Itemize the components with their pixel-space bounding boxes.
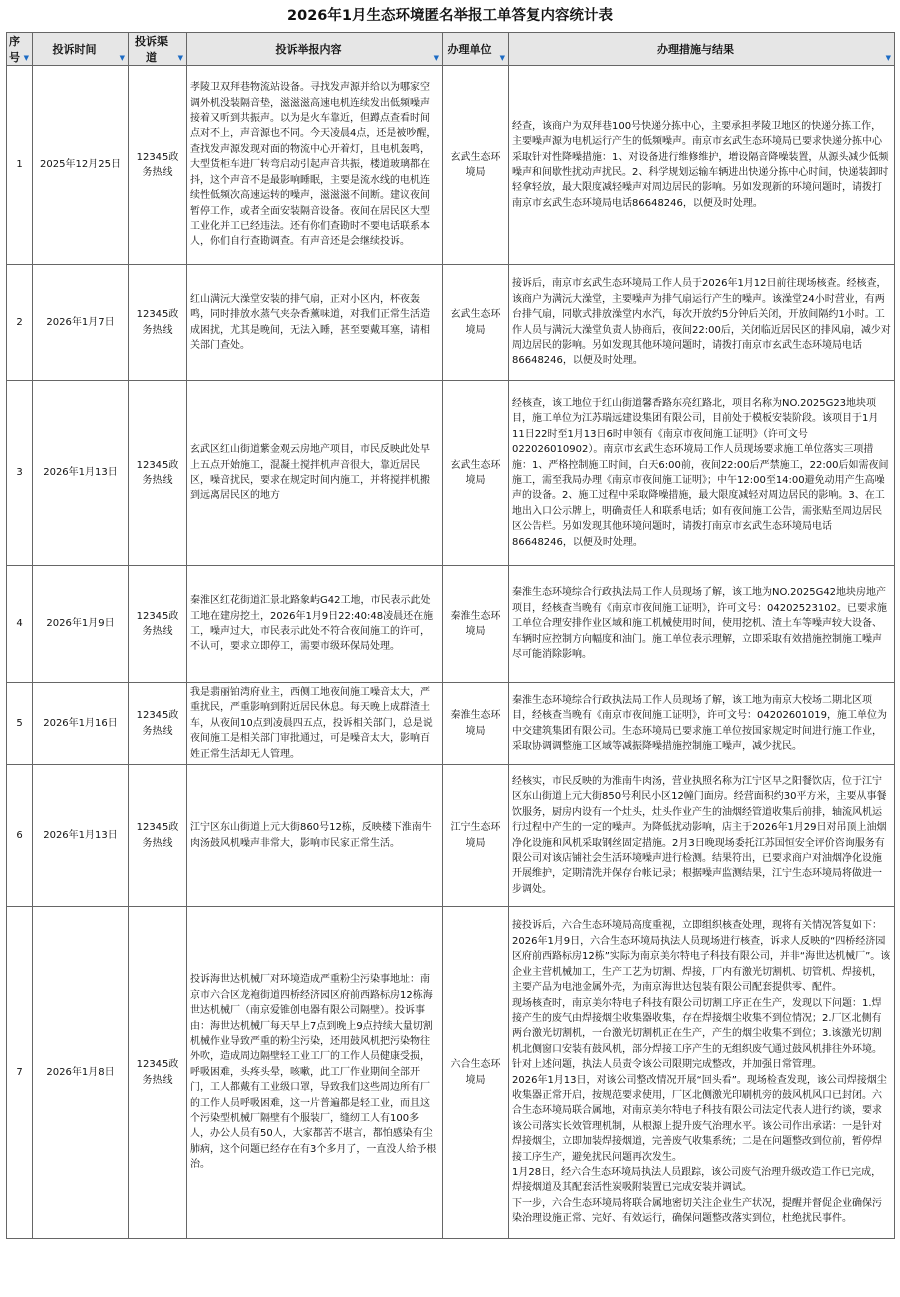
cell-content: 红山满沅大澡堂安装的排气扇，正对小区内，杯夜轰鸣，同时排放水蒸气夹杂香薰味道，对我们正常生活造成困扰，尤其是晚间，无法入睡，甚至要戴耳塞，请相关部门查处。 bbox=[187, 265, 443, 381]
table-row bbox=[7, 765, 895, 907]
table-row bbox=[7, 683, 895, 765]
cell-result: 接诉后，南京市玄武生态环境局工作人员于2026年1月12日前往现场核查。经核查，该商户为满沅大澡堂，主要噪声为排气扇运行产生的噪声。该澡堂24小时营业，有两台排气扇，同歇式排放澡堂内水汽，每次开放约5分钟后关闭，开放间隔约1小时。工作人员与满沅大澡堂负责人协商后，夜间22:00后，关闭临近居民区的排风扇，减少对周边居民的影响。另如发现其他环境问题时，请拨打南京市玄武生态环境局电话86648246，以便及时处理。 bbox=[509, 265, 895, 381]
column-header-label: 投诉时间 bbox=[52, 43, 97, 56]
cell-unit: 秦淮生态环境局 bbox=[443, 566, 509, 683]
column-header-no[interactable] bbox=[7, 33, 33, 66]
cell-channel: 12345政务热线 bbox=[129, 683, 187, 765]
table-row bbox=[7, 265, 895, 381]
cell-content: 孝陵卫双拜巷物流站设备。寻找发声源并给以为哪家空调外机没装隔音垫，滋滋滋高速电机连续发出低频噪声接着又听到共振声。以为是火车靠近，但蹲点查看时间点对不上，声音源也不同。今天凌晨4点，还是被吵醒，查找发声源发现对面的物流中心开着灯，且电机轰鸣，大型货柜车进厂转弯启动引起声音共振，楼道玻璃都在抖，这个声音不是最影响睡眠，主要是流水线的电机连续性低频次高速运转的噪声，滋滋滋不间断。建议夜间暂停工作，或者全面安装隔音设备。夜间在居民区大型工业化并工已经违法。还有你们查勘时不要电话联系本人，你们自行查勘调查。有声音还是会继续投诉。 bbox=[187, 66, 443, 265]
cell-channel: 12345政务热线 bbox=[129, 566, 187, 683]
cell-no: 3 bbox=[7, 381, 33, 566]
cell-time: 2026年1月9日 bbox=[33, 566, 129, 683]
column-header-result[interactable] bbox=[509, 33, 895, 66]
table-row bbox=[7, 66, 895, 265]
cell-time: 2025年12月25日 bbox=[33, 66, 129, 265]
report-table bbox=[6, 32, 895, 1239]
column-header-label: 办理单位 bbox=[447, 43, 492, 56]
cell-result: 秦淮生态环境综合行政执法局工作人员现场了解，该工地为NO.2025G42地块房地产项目，经核查当晚有《南京市夜间施工证明》，许可文号：04202523102。已要求施工单位合理安排作业区域和施工机械使用时间，使用挖机、渣土车等噪声较大设备、车辆时应控制方向幅度和油门。施工单位表示理解，立即采取有效措施控制施工噪声尽可能消除影响。 bbox=[509, 566, 895, 683]
column-header-unit[interactable] bbox=[443, 33, 509, 66]
cell-time: 2026年1月8日 bbox=[33, 907, 129, 1239]
page-title: 2026年1月生态环境匿名举报工单答复内容统计表 bbox=[287, 8, 613, 24]
cell-unit: 玄武生态环境局 bbox=[443, 265, 509, 381]
filter-dropdown-icon[interactable]: ▼ bbox=[885, 54, 891, 62]
cell-channel: 12345政务热线 bbox=[129, 765, 187, 907]
filter-dropdown-icon[interactable]: ▼ bbox=[177, 54, 183, 62]
cell-time: 2026年1月16日 bbox=[33, 683, 129, 765]
cell-result: 秦淮生态环境综合行政执法局工作人员现场了解，该工地为南京大校场二期北区项目，经核查当晚有《南京市夜间施工证明》，许可文号：04202601019，施工单位为中交建筑集团有限公司。生态环境局已要求施工单位按国家规定时间进行施工作业，采取协调调整施工区域等减振降噪措施控制施工噪声，减少扰民。 bbox=[509, 683, 895, 765]
cell-time: 2026年1月13日 bbox=[33, 381, 129, 566]
filter-dropdown-icon[interactable]: ▼ bbox=[499, 54, 505, 62]
cell-no: 5 bbox=[7, 683, 33, 765]
cell-no: 1 bbox=[7, 66, 33, 265]
cell-content: 玄武区红山街道紫金观云房地产项目，市民反映此处早上五点开始施工，混凝土搅拌机声音很大，靠近居民区，噪音扰民，要求在规定时间内施工，并将搅拌机搬到远离居民区的地方 bbox=[187, 381, 443, 566]
cell-unit: 玄武生态环境局 bbox=[443, 66, 509, 265]
cell-result: 经核查，该工地位于红山街道馨香路东亮红路北，项目名称为NO.2025G23地块项目，施工单位为江苏瑞远建设集团有限公司，目前处于模板安装阶段。该项目于1月11日22时至1月13日6时申领有《南京市夜间施工证明》（许可文号022026010902）。南京市玄武生态环境局工作人员现场要求施工单位落实三项措施：1、严格控制施工时间，白天6:00前，夜间22:00后严禁施工，22:00后如需夜间施工，需至我局办理《南京市夜间施工证明》；中午12:00至14:00避免动用产生高噪声的设备。2、施工过程中采取降噪措施，最大限度减轻对周边居民的影响。3、在工地出入口公示牌上，明确责任人和联系电话；如有夜间施工公告，需张贴至周边居民区公告栏。另如发现其他环境问题时，请拨打南京市玄武生态环境局电话86648246，以便及时处理。 bbox=[509, 381, 895, 566]
filter-dropdown-icon[interactable]: ▼ bbox=[23, 54, 29, 62]
table-row bbox=[7, 566, 895, 683]
cell-result: 经核实，市民反映的为淮南牛肉汤，营业执照名称为江宁区早之阳餐饮店，位于江宁区东山街道上元大街850号利民小区12幢门面房。经营面积约30平方米，主要从事餐饮服务，厨房内设有一个灶头，灶头作业产生的油烟经管道收集后前排，轴流风机运行过程中产生的一定的噪声。为降低扰动影响，店主于2026年1月29日对吊顶上油烟净化设施和风机采取钢丝固定措施。2月3日晚现场委托江苏国恒安全评价咨询服务有限公司对该店铺社会生活环境噪声进行检测。结果符出，已要求商户对油烟净化设施开展维护，定期清洗并保存台帐记录；根据噪声监测结果，江宁生态环境局将做进一步调处。 bbox=[509, 765, 895, 907]
table-row bbox=[7, 907, 895, 1239]
cell-time: 2026年1月7日 bbox=[33, 265, 129, 381]
cell-channel: 12345政务热线 bbox=[129, 66, 187, 265]
cell-unit: 玄武生态环境局 bbox=[443, 381, 509, 566]
column-header-label: 办理措施与结果 bbox=[657, 43, 734, 56]
cell-time: 2026年1月13日 bbox=[33, 765, 129, 907]
cell-no: 2 bbox=[7, 265, 33, 381]
column-header-content[interactable] bbox=[187, 33, 443, 66]
filter-dropdown-icon[interactable]: ▼ bbox=[119, 54, 125, 62]
filter-dropdown-icon[interactable]: ▼ bbox=[433, 54, 439, 62]
cell-result: 接投诉后，六合生态环境局高度重视，立即组织核查处理，现将有关情况答复如下： 2026年1月9日，六合生态环境局执法人员现场进行核查，诉求人反映的“四桥经济园区府前西路标房12栋”实际为南京美尔特电子科技有限公司，并非“海世达机械厂”。该企业主营机械加工，生产工艺为切割、焊接，厂内有激光切割机、切管机、焊接机，主要产品为电池金属外壳，为南京海世达包装有限公司配套提供零、配件。 现场核查时，南京美尔特电子科技有限公司切割工序正在生产，发现以下问题：1.焊接产生的废气由焊接烟尘收集器收集，存在焊接烟尘收集不到位情况；2.厂区北侧有两台激光切割机，一台激光切割机正在生产，产生的烟尘收集不到位；3.该激光切割机北侧窗口安装有鼓风机，部分焊接工序产生的无组织废气通过鼓风机排往外环境。针对上述问题，执法人员责令该公司限期完成整改，并加强日常管理。 2026年1月13日，对该公司整改情况开展“回头看”。现场检查发现，该公司焊接烟尘收集器正常开启，按规范要求使用，厂区北侧激光印刷机旁的鼓风机风口已封闭。六合生态环境局联合属地，对南京美尔特电子科技有限公司法定代表人进行约谈，要求该公司落实长效管理机制，从根源上提升废气治理水平。该公司作出承诺：一是针对焊接烟尘，立即加装焊接烟道，完善废气收集系统；二是在问题整改到位前，暂停焊接工序生产，避免扰民问题再次发生。 1月28日，经六合生态环境局执法人员跟踪，该公司废气治理升级改造工作已完成，焊接烟道及其配套活性炭吸附装置已完成安装并调试。 下一步，六合生态环境局将联合属地密切关注企业生产状况，提醒并督促企业确保污染治理设施正常、完好、有效运行，确保问题整改落实到位，杜绝扰民事件。 bbox=[509, 907, 895, 1239]
cell-no: 7 bbox=[7, 907, 33, 1239]
cell-content: 投诉海世达机械厂对环境造成严重粉尘污染事地址：南京市六合区龙袍街道四桥经济园区府前西路标房12栋海世达机械厂（南京爱锥创电器有限公司隔壁）。投诉事由：海世达机械厂每天早上7点到晚上9点持续大量切割机械作业导致严重的粉尘污染，还用鼓风机把污染物往外吹，造成周边隔壁轻工业工厂的工作人员健康受损，呼吸困难，头疼头晕，咳嗽，此工厂作业期间全部开门，工人都戴有工业级口罩，导致我们这些周边所有厂的工作人员呼吸困难，这一片普遍都是轻工业，而且这个污染型机械厂隔壁有个服装厂，缝纫工人有100多人，办公人员有50人，大家都苦不堪言，都怕感染有尘肺病，这个问题已经存在有3个多月了，一直没人给予根治。 bbox=[187, 907, 443, 1239]
cell-channel: 12345政务热线 bbox=[129, 907, 187, 1239]
cell-content: 秦淮区红花街道汇景北路象屿G42工地，市民表示此处工地在建房挖土，2026年1月9日22:40:48凌晨还在施工，噪声过大，市民表示此处不符合夜间施工的许可，不认可，要求立即停工，需要市级环保局处理。 bbox=[187, 566, 443, 683]
column-header-label: 序号 bbox=[9, 35, 20, 64]
cell-channel: 12345政务热线 bbox=[129, 265, 187, 381]
column-header-channel[interactable] bbox=[129, 33, 187, 66]
cell-content: 我是翡丽铂湾府业主，西侧工地夜间施工噪音太大，严重扰民，严重影响到附近居民休息。每天晚上成群渣土车，从夜间10点到凌晨四五点，投诉相关部门，总是说夜间施工是相关部门审批通过，可是噪音太大，影响百姓正常生活却无人管理。 bbox=[187, 683, 443, 765]
cell-unit: 秦淮生态环境局 bbox=[443, 683, 509, 765]
column-header-time[interactable] bbox=[33, 33, 129, 66]
column-header-label: 投诉渠道 bbox=[135, 35, 168, 64]
cell-no: 4 bbox=[7, 566, 33, 683]
cell-unit: 六合生态环境局 bbox=[443, 907, 509, 1239]
cell-channel: 12345政务热线 bbox=[129, 381, 187, 566]
cell-no: 6 bbox=[7, 765, 33, 907]
table-header-row bbox=[7, 33, 895, 66]
cell-unit: 江宁生态环境局 bbox=[443, 765, 509, 907]
cell-result: 经查，该商户为双拜巷100号快递分拣中心，主要承担孝陵卫地区的快递分拣工作，主要噪声源为电机运行产生的低频噪声。南京市玄武生态环境局已要求快递分拣中心采取针对性降噪措施：1、对设备进行维修维护，增设隔音降噪装置，从源头减少低频噪声和间歇性扰动声扰民。2、科学规划运输车辆进出快递分拣中心时间，快递装卸时轻拿轻放，最大限度减轻噪声对周边居民的影响。另如发现新的环境问题时，请拨打南京市玄武生态环境局电话86648246，以便及时处理。 bbox=[509, 66, 895, 265]
cell-content: 江宁区东山街道上元大街860号12栋，反映楼下淮南牛肉汤鼓风机噪声非常大，影响市民家正常生活。 bbox=[187, 765, 443, 907]
column-header-label: 投诉举报内容 bbox=[275, 43, 342, 56]
table-row bbox=[7, 381, 895, 566]
